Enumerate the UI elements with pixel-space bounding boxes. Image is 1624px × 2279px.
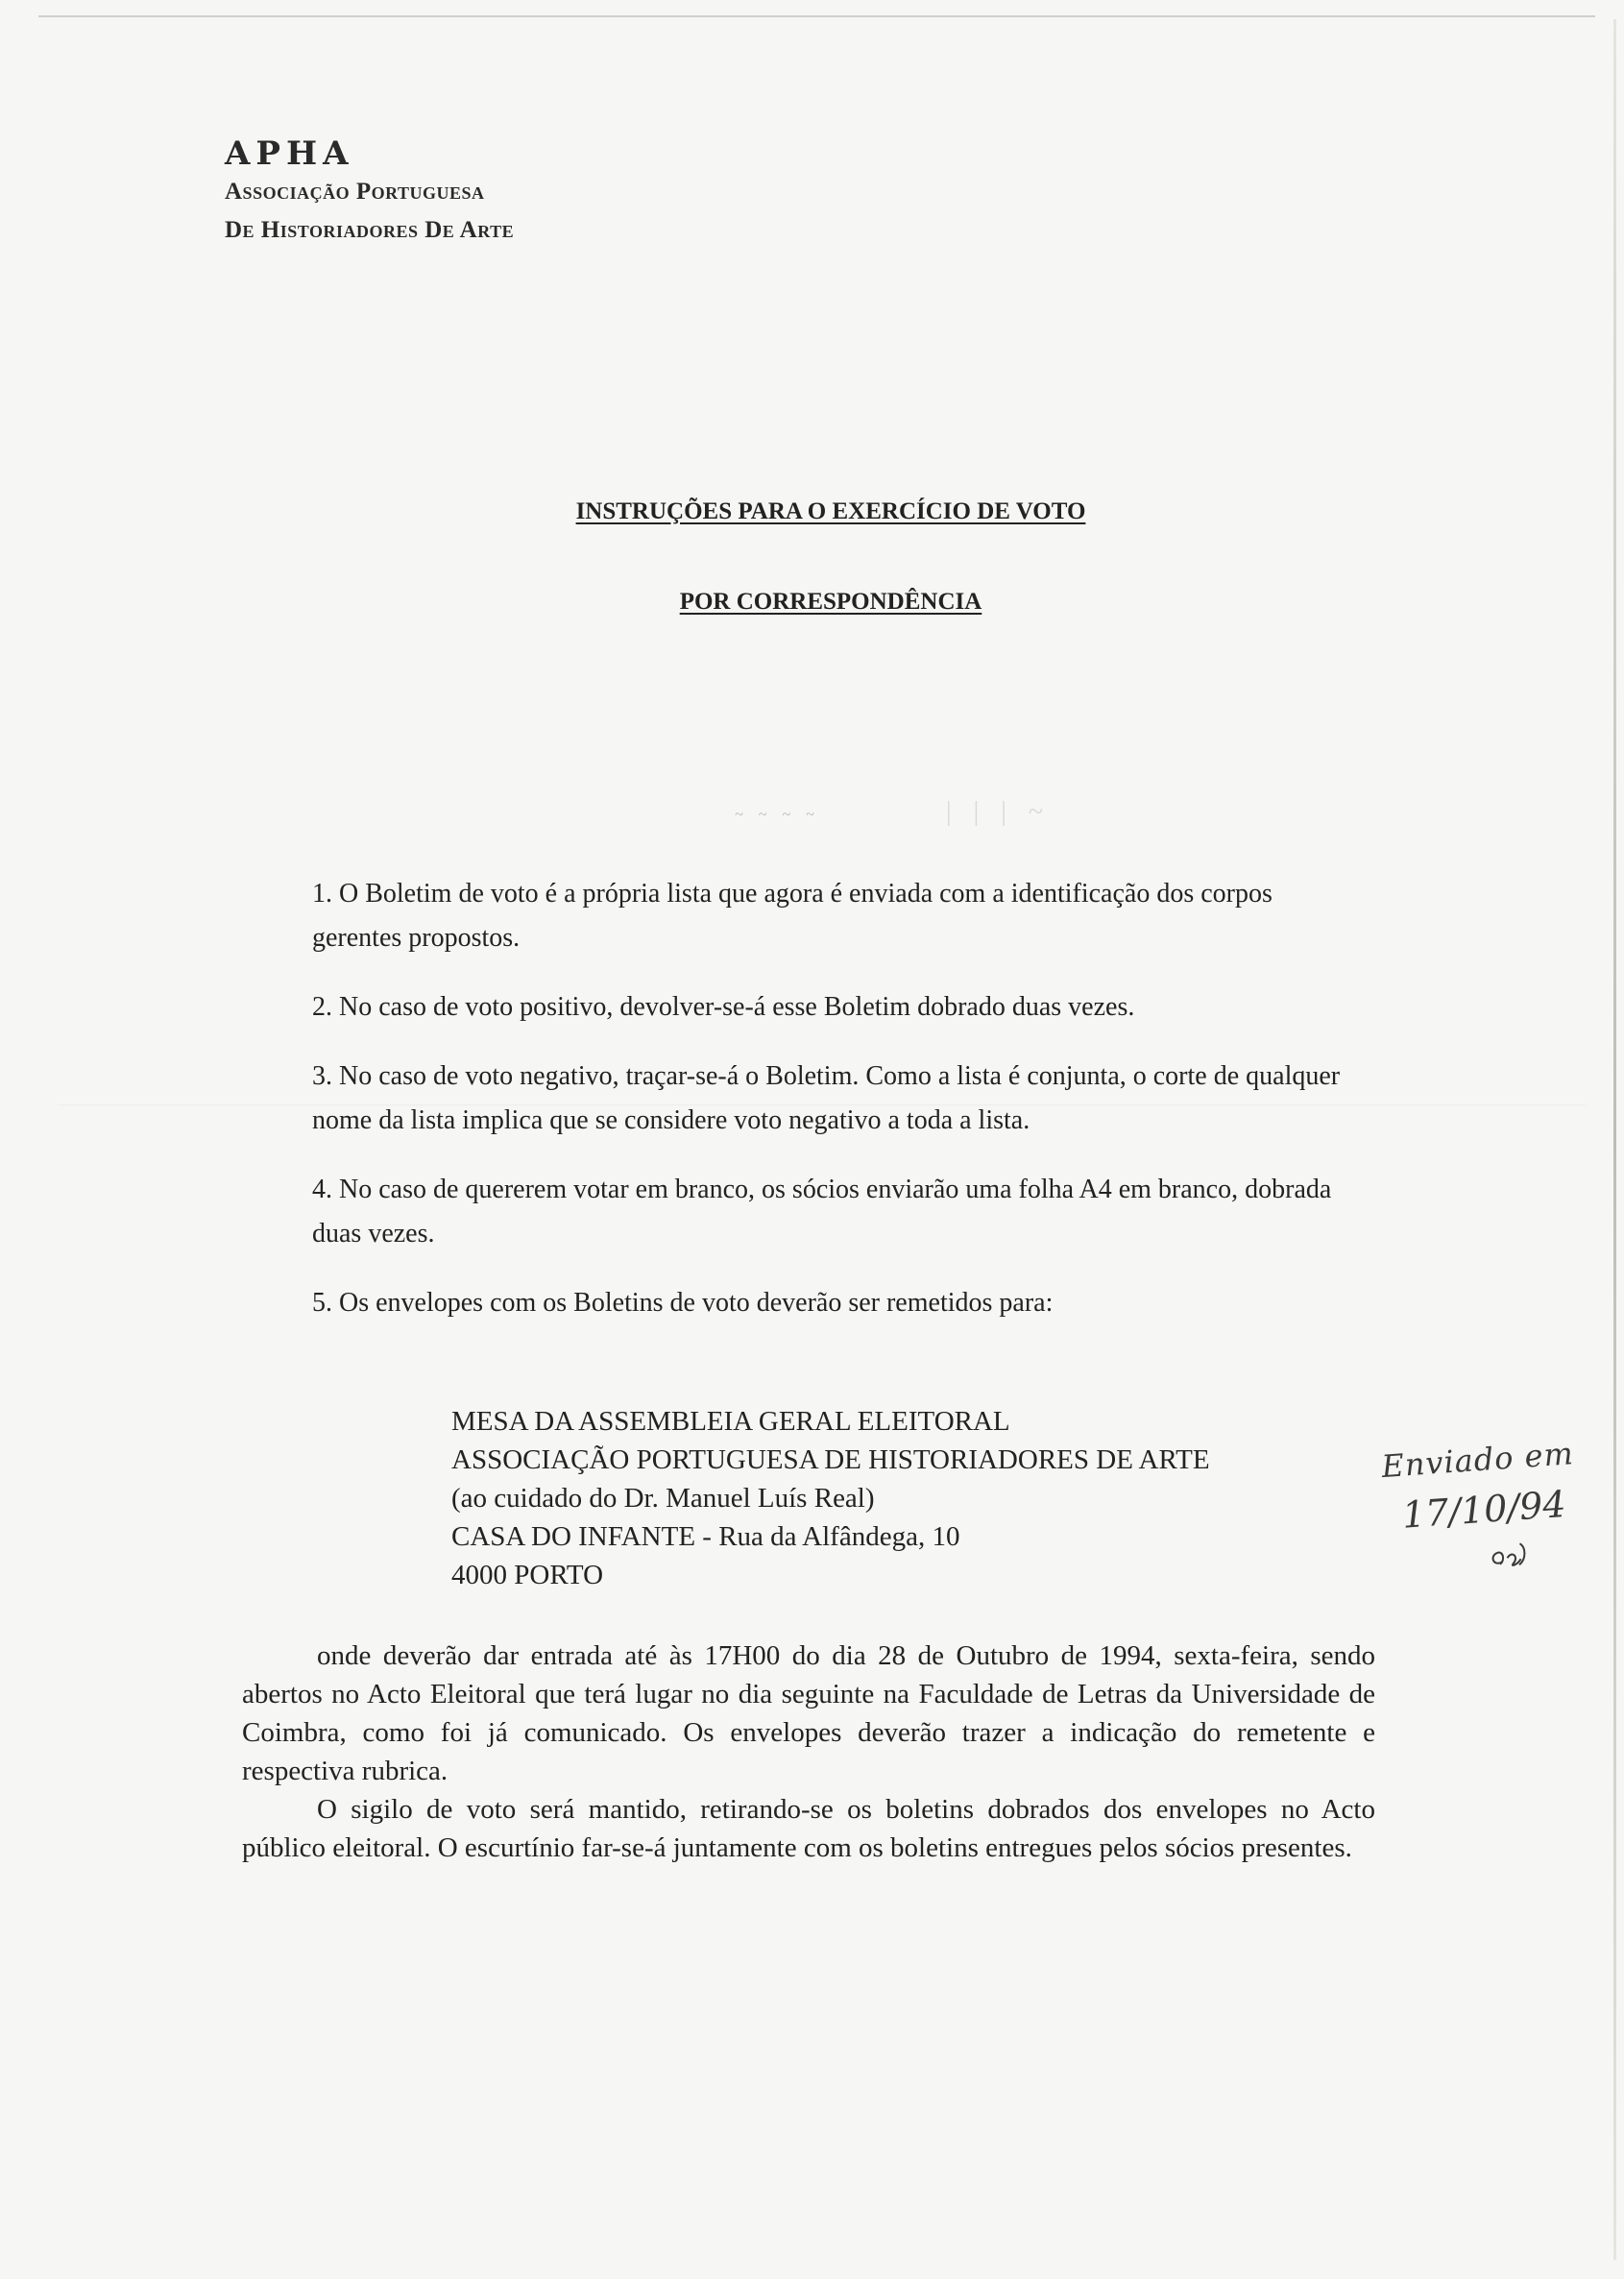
address-line-5: 4000 PORTO	[451, 1560, 604, 1590]
instruction-item-2: 2. No caso de voto positivo, devolver-se-á esse Boletim dobrado duas vezes.	[312, 992, 1135, 1022]
title-line-1: INSTRUÇÕES PARA O EXERCÍCIO DE VOTO	[575, 498, 1086, 524]
association-name-line-1: Associação Portuguesa	[225, 179, 485, 205]
apha-logo: APHA	[225, 134, 354, 173]
faint-ink-marks-2: | | | ~	[946, 797, 1051, 827]
faint-ink-marks: ~ ~ ~ ~	[735, 807, 820, 823]
handwritten-date: 17/10/94	[1400, 1482, 1567, 1537]
address-line-3: (ao cuidado do Dr. Manuel Luís Real)	[451, 1483, 875, 1514]
instruction-item-4: 4. No caso de quererem votar em branco, os sócios enviarão uma folha A4 em branco, dobrada duas vezes.	[312, 1175, 1332, 1249]
document-title	[547, 497, 1114, 526]
address-line-4: CASA DO INFANTE - Rua da Alfândega, 10	[451, 1521, 960, 1552]
letterhead	[225, 134, 514, 250]
initials-scribble	[1483, 1535, 1534, 1576]
address-line-2: ASSOCIAÇÃO PORTUGUESA DE HISTORIADORES DE ARTE	[451, 1444, 1210, 1475]
instruction-item-5: 5. Os envelopes com os Boletins de voto deverão ser remetidos para:	[312, 1288, 1054, 1318]
title-line-2: POR CORRESPONDÊNCIA	[679, 589, 982, 615]
scan-edge-right	[1613, 19, 1616, 2260]
instruction-item-3: 3. No caso de voto negativo, traçar-se-á o Boletim. Como a lista é conjunta, o corte de qualquer nome da lista implica que se considere voto negativo a toda a lista.	[312, 1061, 1341, 1135]
document-subtitle	[615, 588, 1047, 617]
scan-edge-top	[38, 15, 1595, 17]
paragraph-secrecy: O sigilo de voto será mantido, retirando-se os boletins dobrados dos envelopes no Acto público eleitoral. O escurtínio far-se-á juntamente com os boletins entregues pelos sócios presentes.	[242, 1794, 1375, 1863]
paragraph-delivery: onde deverão dar entrada até às 17H00 do dia 28 de Outubro de 1994, sexta-feira, sendo abertos no Acto Eleitoral que terá lugar no dia seguinte na Faculdade de Letras da Universidade de Coimbra, como foi já comunicado. Os envelopes deverão trazer a indicação do remetente e respectiva rubrica.	[242, 1640, 1375, 1786]
handwritten-initials	[1483, 1532, 1583, 1583]
address-line-1: MESA DA ASSEMBLEIA GERAL ELEITORAL	[451, 1406, 1010, 1437]
handwritten-note	[1380, 1432, 1583, 1589]
handwritten-sent-label: Enviado em	[1380, 1435, 1575, 1486]
mailing-address	[451, 1402, 1210, 1594]
closing-text	[242, 1637, 1375, 1867]
association-name-line-2: De Historiadores De Arte	[225, 217, 515, 243]
instruction-list	[312, 872, 1369, 1350]
instruction-item-1: 1. O Boletim de voto é a própria lista que agora é enviada com a identificação dos corpos gerentes propostos.	[312, 879, 1273, 953]
